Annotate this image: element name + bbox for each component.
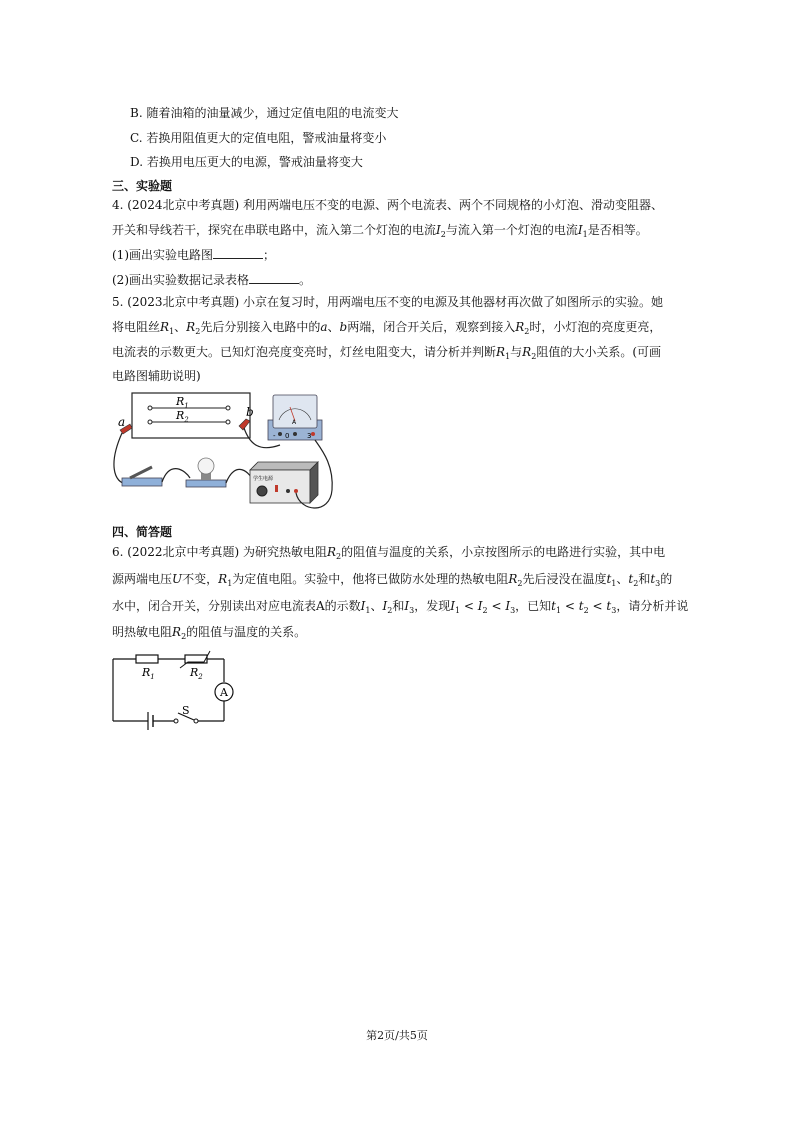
terminal [278,432,282,436]
ammeter-label: A [220,686,228,699]
switch-contact [194,719,198,723]
clip-a-label: a [118,415,126,429]
terminal [311,432,315,436]
q5-line-3: 电流表的示数更大。已知灯泡亮度变亮时，灯丝电阻变大，请分析并判断$R_1$与$R_2$阻值的大小关系。(可画 [112,345,661,361]
power-knob [257,486,267,496]
terminal-label: 0 [285,432,290,440]
terminal [294,489,298,493]
ammeter-unit: A [292,419,297,426]
q5-line-1: 5. (2023北京中考真题) 小京在复习时，用两端电压不变的电源及其他器材再次做了如图所示的实验。她 [112,295,663,309]
terminal [148,406,152,410]
switch-contact [174,719,178,723]
option-c: C. 若换用阻值更大的定值电阻，警戒油量将变小 [130,131,387,145]
power-supply-label: 学生电源 [253,476,274,482]
bulb-base [186,480,226,487]
q4-line-2: 开关和导线若干，探究在串联电路中，流入第二个灯泡的电流$I_2$与流入第一个灯泡的电流$I_1$是否相等。 [112,223,648,239]
q5-line-4: 电路图辅助说明) [112,369,201,383]
terminal-label: 3 [307,432,312,440]
q4-sub-1: (1)画出实验电路图 ； [112,248,276,262]
page-footer: 第2页/共5页 [366,1029,428,1042]
answer-blank [249,272,299,284]
terminal [293,432,297,436]
terminal [148,420,152,424]
option-d: D. 若换用电压更大的电源，警戒油量将变大 [130,155,363,169]
terminal [226,406,230,410]
q6-line-3: 水中，闭合开关，分别读出对应电流表A的示数$I_1$、$I_2$和$I_3$，发现$I_1 < I_2 < I_3$，已知$t_1 < t_2 < t_3$，请分析并说 [112,599,689,615]
q4-line-1: 4. (2024北京中考真题) 利用两端电压不变的电源、两个电流表、两个不同规格的小灯泡、滑动变阻器、 [112,198,663,212]
r2-label: $R_2$ [190,666,203,681]
apparatus-figure [110,390,340,520]
resistor-r1 [136,655,158,663]
power-supply-top [250,462,318,470]
wire [114,433,132,485]
q6-line-2: 源两端电压U不变，$R_1$为定值电阻。实验中，他将已做防水处理的热敏电阻$R_2$先后浸没在温度$t_1$、$t_2$和$t_3$的 [112,572,673,588]
q6-line-4: 明热敏电阻$R_2$的阻值与温度的关系。 [112,625,307,641]
resistor-board [132,393,250,438]
clip-b-label: b [246,405,254,419]
indicator [275,485,278,492]
r2-label: $R_2$ [176,409,189,424]
terminal [226,420,230,424]
terminal-label: - [273,432,276,440]
q5-line-2: 将电阻丝$R_1$、$R_2$先后分别接入电路中的a、b两端，闭合开关后，观察到接入$R_2$时，小灯泡的亮度更亮， [112,320,662,336]
section-short-answer-heading: 四、简答题 [112,525,173,539]
switch-label: S [182,704,190,717]
q4-sub-2: (2)画出实验数据记录表格 。 [112,273,312,287]
switch [130,467,152,478]
light-bulb [198,458,214,474]
terminal [286,489,290,493]
section-experiment-heading: 三、实验题 [112,179,173,193]
q6-line-1: 6. (2022北京中考真题) 为研究热敏电阻$R_2$的阻值与温度的关系，小京按图所示的电路进行实验，其中电 [112,545,666,561]
switch-base [122,478,162,486]
option-b: B. 随着油箱的油量减少，通过定值电阻的电流变大 [130,106,399,120]
circuit-diagram [110,650,240,735]
r1-label: $R_1$ [176,395,189,410]
answer-blank [213,247,263,259]
r1-label: $R_1$ [142,666,155,681]
